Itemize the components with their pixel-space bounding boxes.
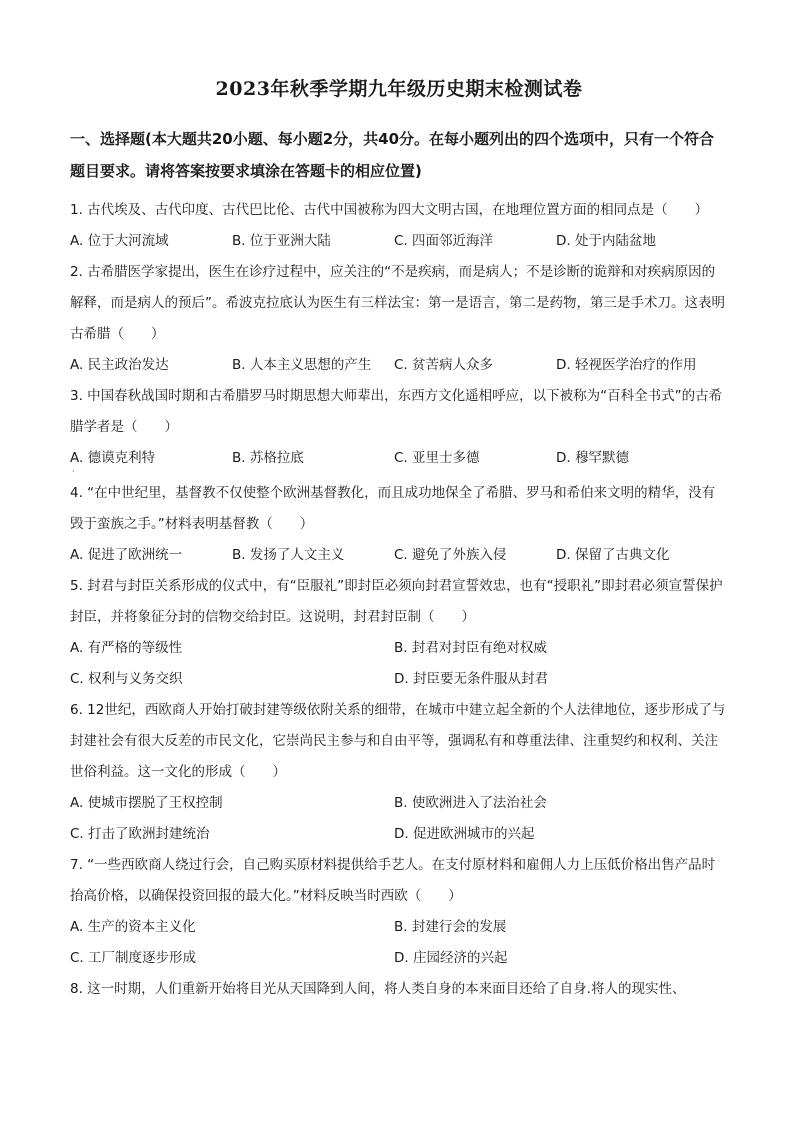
option-d: D. 促进欧洲城市的兴起 (394, 826, 535, 842)
question-3-options (70, 443, 728, 474)
option-a: A. 民主政治发达 (70, 357, 169, 373)
option-a: A. 有严格的等级性 (70, 640, 183, 656)
question-2-options (70, 350, 728, 381)
question-6-stem: 6. 12世纪，西欧商人开始打破封建等级依附关系的细带，在城市中建立起全新的个人法律地位，逐步形成了与封建社会有很大反差的市民文化，它崇尚民主参与和自由平等，强调私有和尊重法律、注重契约和权利、关注世俗利益。这一文化的形成（ ） (70, 702, 726, 780)
option-c: C. 避免了外族入侵 (394, 547, 507, 563)
question-1-stem: 1. 古代埃及、古代印度、古代巴比伦、古代中国被称为四大文明古国，在地理位置方面的相同点是（ ） (70, 202, 709, 218)
option-b: B. 使欧洲进入了法治社会 (394, 795, 547, 811)
option-c: C. 权利与义务交织 (70, 671, 183, 687)
option-d: D. 保留了古典文化 (556, 547, 670, 563)
question-2-stem: 2. 古希腊医学家提出，医生在诊疗过程中，应关注的“不是疾病，而是病人；不是诊断的诡辩和对疾病原因的解释，而是病人的预后”。希波克拉底认为医生有三样法宝：第一是语言，第二是药物，第三是手术刀。这表明古希腊（ ） (70, 264, 725, 342)
option-b: B. 人本主义思想的产生 (232, 357, 372, 373)
option-b: B. 封君对封臣有绝对权威 (394, 640, 547, 656)
section-heading: 一、选择题(本大题共20小题、每小题2分，共40分。在每小题列出的四个选项中，只有一个符合题目要求。请将答案按要求填涂在答题卡的相应位置) (70, 130, 715, 180)
question-6-options (70, 788, 728, 850)
option-a: A. 德谟克利特 (70, 450, 156, 466)
option-c: C. 工厂制度逐步形成 (70, 950, 197, 966)
option-d: D. 处于内陆盆地 (556, 233, 656, 249)
option-d: D. 轻视医学治疗的作用 (556, 357, 697, 373)
option-a: A. 生产的资本主义化 (70, 919, 196, 935)
question-3-stem: 3. 中国春秋战国时期和古希腊罗马时期思想大师辈出，东西方文化遥相呼应，以下被称为“百科全书式”的古希腊学者是（ ） (70, 388, 723, 435)
question-5-options (70, 633, 728, 695)
option-d: D. 庄园经济的兴起 (394, 950, 508, 966)
option-b: B. 封建行会的发展 (394, 919, 507, 935)
question-4-options (70, 540, 728, 571)
scan-speck: · (72, 467, 75, 476)
option-a: A. 促进了欧洲统一 (70, 547, 183, 563)
option-b: B. 位于亚洲大陆 (232, 233, 331, 249)
option-d: D. 穆罕默德 (556, 450, 629, 466)
option-c: C. 亚里士多德 (394, 450, 480, 466)
option-c: C. 贫苦病人众多 (394, 357, 494, 373)
question-5-stem: 5. 封君与封臣关系形成的仪式中，有“臣服礼”即封臣必须向封君宣誓效忠，也有“授职礼”即封君必须宣誓保护封臣，并将象征分封的信物交给封臣。这说明，封君封臣制（ ） (70, 578, 723, 625)
option-b: B. 苏格拉底 (232, 450, 304, 466)
question-8-stem: 8. 这一时期，人们重新开始将目光从天国降到人间，将人类自身的本来面目还给了自身.将人的现实性、 (70, 981, 686, 997)
option-d: D. 封臣要无条件服从封君 (394, 671, 548, 687)
question-7-options (70, 912, 728, 974)
option-b: B. 发扬了人文主义 (232, 547, 345, 563)
question-1-options (70, 226, 728, 257)
question-7-stem: 7. “一些西欧商人绕过行会，自己购买原材料提供给手艺人。在支付原材料和雇佣人力上压低价格出售产品时抬高价格，以确保投资回报的最大化。”材料反映当时西欧（ ） (70, 857, 716, 904)
option-a: A. 位于大河流域 (70, 233, 169, 249)
page-title: 2023年秋季学期九年级历史期末检测试卷 (215, 78, 583, 100)
option-c: C. 四面邻近海洋 (394, 233, 494, 249)
option-c: C. 打击了欧洲封建统治 (70, 826, 210, 842)
option-a: A. 使城市摆脱了王权控制 (70, 795, 223, 811)
question-4-stem: 4. “在中世纪里，基督教不仅使整个欧洲基督教化，而且成功地保全了希腊、罗马和希伯来文明的精华，没有毁于蛮族之手。”材料表明基督教（ ） (70, 485, 716, 532)
